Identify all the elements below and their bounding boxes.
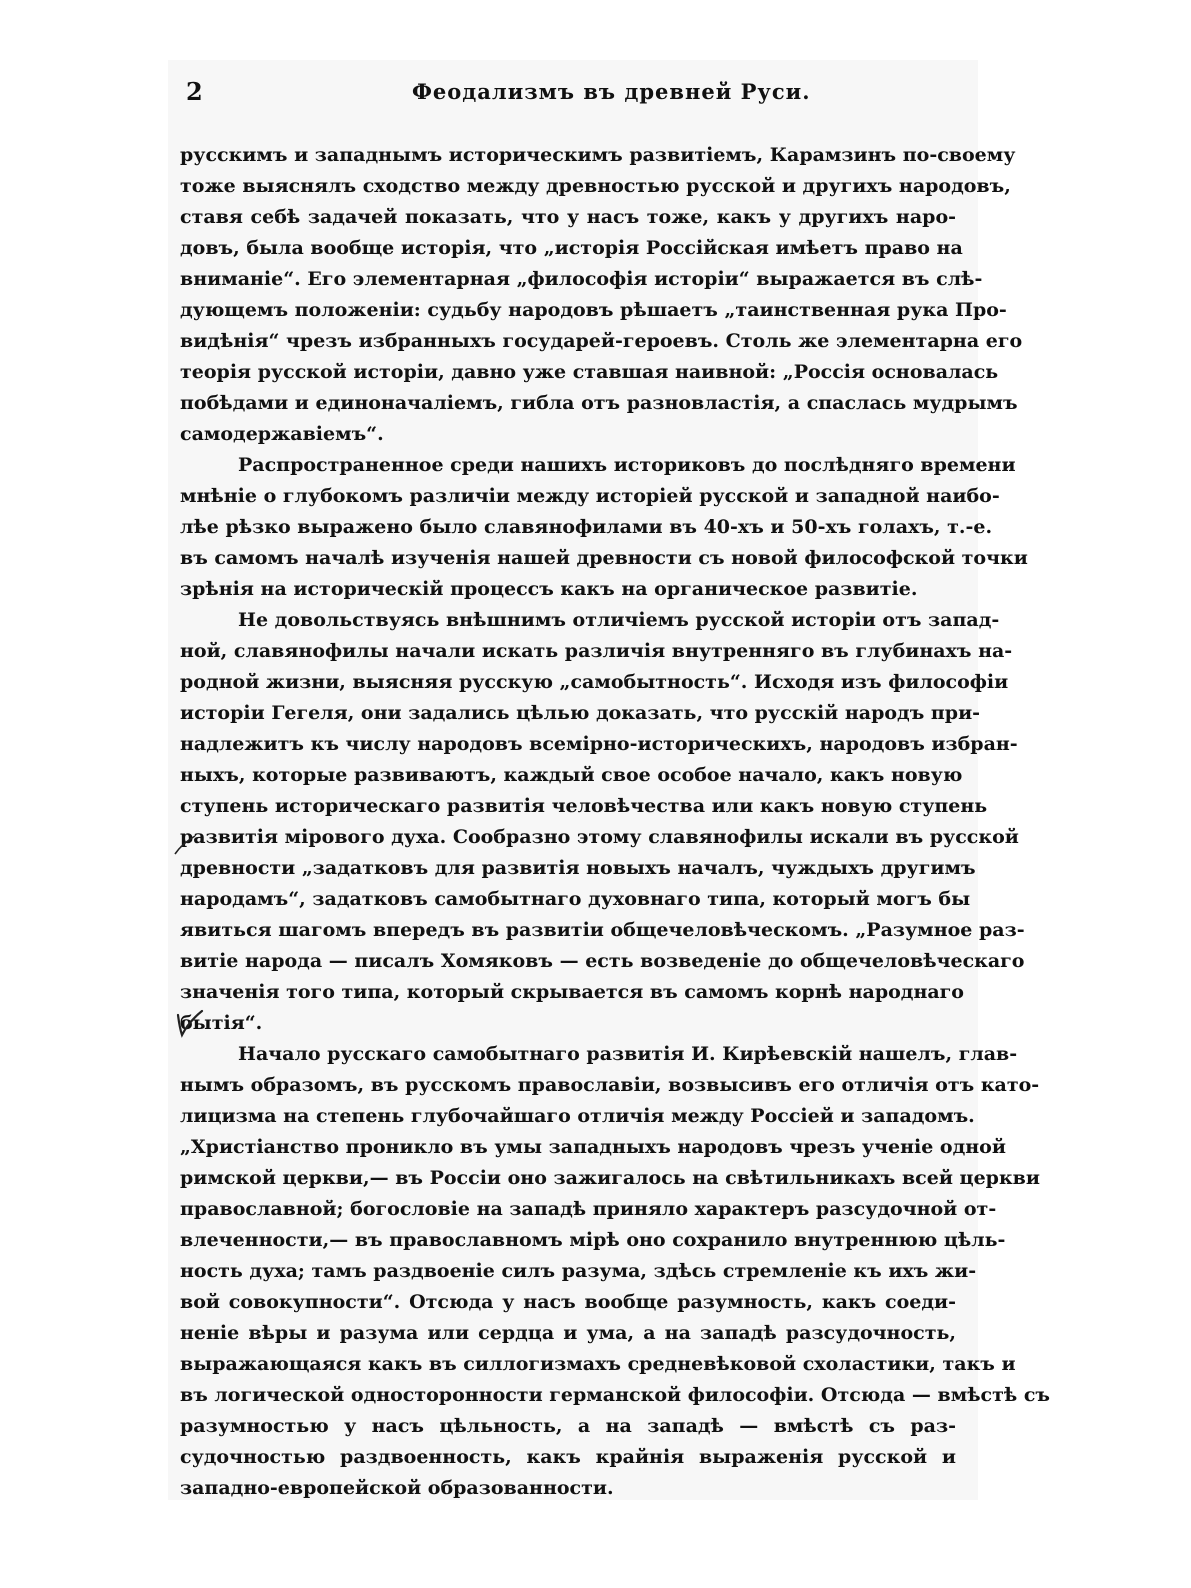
line-text: нымъ образомъ, въ русскомъ православіи, возвысивъ его отличія отъ като- — [180, 1074, 1040, 1096]
text-line — [180, 388, 1018, 419]
line-text: развитія мірового духа. Сообразно этому славянофилы искали въ русской — [180, 826, 1019, 848]
text-line — [238, 605, 1000, 636]
line-text: разумностью у насъ цѣльность, а на западѣ — вмѣстѣ съ раз- — [180, 1415, 956, 1437]
line-text: бытія“. — [180, 1012, 263, 1034]
text-line — [180, 946, 1025, 977]
line-text: вой совокупности“. Отсюда у насъ вообще разумность, какъ соеди- — [180, 1291, 956, 1313]
line-text: видѣнія“ чрезъ избранныхъ государей-героевъ. Столь же элементарна его — [180, 330, 1023, 352]
text-line — [180, 1411, 956, 1442]
line-text: „Христіанство проникло въ умы западныхъ народовъ чрезъ ученіе одной — [180, 1136, 1006, 1158]
text-line — [180, 512, 993, 543]
line-text: влеченности,— въ православномъ мірѣ оно сохранило внутреннюю цѣль- — [180, 1229, 1006, 1251]
text-line — [180, 295, 1007, 326]
text-line — [180, 1163, 1040, 1194]
line-text: русскимъ и западнымъ историческимъ развитіемъ, Карамзинъ по-своему — [180, 144, 1016, 166]
text-line — [180, 853, 976, 884]
text-line — [180, 1008, 956, 1039]
line-text: значенія того типа, который скрывается въ самомъ корнѣ народнаго — [180, 981, 964, 1003]
text-line — [180, 884, 971, 915]
text-line — [238, 1039, 1018, 1070]
line-text: вниманіе“. Его элементарная „философія исторіи“ выражается въ слѣ- — [180, 268, 983, 290]
line-text: ставя себѣ задачей показать, что у насъ тоже, какъ у другихъ наро- — [180, 206, 956, 228]
line-text: въ логической односторонности германской философіи. Отсюда — вмѣстѣ съ — [180, 1384, 1051, 1406]
line-text: неніе вѣры и разума или сердца и ума, а на западѣ разсудочность, — [180, 1322, 956, 1344]
line-text: Начало русскаго самобытнаго развитія И. Кирѣевскій нашелъ, глав- — [238, 1043, 1018, 1065]
line-text: ныхъ, которые развиваютъ, каждый свое особое начало, какъ новую — [180, 764, 963, 786]
margin-pencil-tick-icon — [173, 834, 197, 856]
line-text: дующемъ положеніи: судьбу народовъ рѣшаетъ „таинственная рука Про- — [180, 299, 1007, 321]
text-line — [180, 1225, 1006, 1256]
line-text: выражающаяся какъ въ силлогизмахъ средневѣковой схоластики, такъ и — [180, 1353, 1016, 1375]
text-line — [180, 1070, 1040, 1101]
text-line — [180, 419, 956, 450]
text-line — [180, 171, 1011, 202]
text-line — [180, 140, 1016, 171]
text-line — [180, 233, 963, 264]
text-line — [180, 326, 1023, 357]
text-line — [180, 202, 956, 233]
line-text: народамъ“, задатковъ самобытнаго духовнаго типа, который могъ бы — [180, 888, 971, 910]
line-text: судочностью раздвоенность, какъ крайнія выраженія русской и — [180, 1446, 956, 1468]
text-line — [180, 543, 1028, 574]
text-line — [180, 1256, 977, 1287]
line-text: древности „задатковъ для развитія новыхъ началъ, чуждыхъ другимъ — [180, 857, 976, 879]
text-line — [238, 450, 1016, 481]
text-line — [180, 977, 964, 1008]
line-text: теорія русской исторіи, давно уже ставшая наивной: „Россія основалась — [180, 361, 999, 383]
text-line — [180, 729, 1018, 760]
line-text: побѣдами и единоначаліемъ, гибла отъ разновластія, а спаслась мудрымъ — [180, 392, 1018, 414]
text-line — [180, 822, 1019, 853]
line-text: лѣе рѣзко выражено было славянофилами въ 40-хъ и 50-хъ голахъ, т.-е. — [180, 516, 993, 538]
line-text: ность духа; тамъ раздвоеніе силъ разума, здѣсь стремленіе къ ихъ жи- — [180, 1260, 977, 1282]
line-text: мнѣніе о глубокомъ различіи между исторіей русской и западной наибо- — [180, 485, 1000, 507]
text-line — [180, 264, 983, 295]
text-line — [180, 1442, 956, 1473]
line-text: Не довольствуясь внѣшнимъ отличіемъ русской исторіи отъ запад- — [238, 609, 1000, 631]
text-line — [180, 1101, 975, 1132]
text-line — [180, 1380, 1051, 1411]
text-line — [180, 1318, 956, 1349]
line-text: въ самомъ началѣ изученія нашей древности съ новой философской точки — [180, 547, 1028, 569]
text-line — [180, 481, 1000, 512]
margin-check-mark-icon — [172, 1005, 206, 1039]
line-text: довъ, была вообще исторія, что „исторія Россійская имѣетъ право на — [180, 237, 963, 259]
text-line — [180, 1473, 956, 1504]
line-text: зрѣнія на историческій процессъ какъ на органическое развитіе. — [180, 578, 918, 600]
text-line — [180, 791, 988, 822]
line-text: родной жизни, выясняя русскую „самобытность“. Исходя изъ философіи — [180, 671, 1009, 693]
line-text: лицизма на степень глубочайшаго отличія между Россіей и западомъ. — [180, 1105, 975, 1127]
line-text: тоже выяснялъ сходство между древностью русской и другихъ народовъ, — [180, 175, 1011, 197]
text-line — [180, 1132, 1006, 1163]
line-text: православной; богословіе на западѣ приняло характеръ разсудочной от- — [180, 1198, 997, 1220]
line-text: ной, славянофилы начали искать различія внутренняго въ глубинахъ на- — [180, 640, 1013, 662]
text-line — [180, 1349, 1016, 1380]
text-line — [180, 574, 956, 605]
running-title: Феодализмъ въ древней Руси. — [412, 79, 811, 104]
line-text: исторіи Гегеля, они задались цѣлью доказать, что русскій народъ при- — [180, 702, 981, 724]
line-text: римской церкви,— въ Россіи оно зажигалось на свѣтильникахъ всей церкви — [180, 1167, 1040, 1189]
line-text: ступень историческаго развитія человѣчества или какъ новую ступень — [180, 795, 988, 817]
line-text: западно-европейской образованности. — [180, 1477, 614, 1499]
line-text: надлежитъ къ числу народовъ всемірно-историческихъ, народовъ избран- — [180, 733, 1018, 755]
line-text: явиться шагомъ впередъ въ развитіи общечеловѣческомъ. „Разумное раз- — [180, 919, 1025, 941]
text-line — [180, 915, 1025, 946]
line-text: Распространенное среди нашихъ историковъ до послѣдняго времени — [238, 454, 1016, 476]
line-text: витіе народа — писалъ Хомяковъ — есть возведеніе до общечеловѣческаго — [180, 950, 1025, 972]
text-line — [180, 760, 963, 791]
page-number: 2 — [186, 77, 203, 106]
line-text: самодержавіемъ“. — [180, 423, 384, 445]
text-line — [180, 667, 1009, 698]
text-line — [180, 636, 1013, 667]
text-line — [180, 1287, 956, 1318]
text-line — [180, 698, 981, 729]
text-line — [180, 1194, 997, 1225]
text-line — [180, 357, 999, 388]
